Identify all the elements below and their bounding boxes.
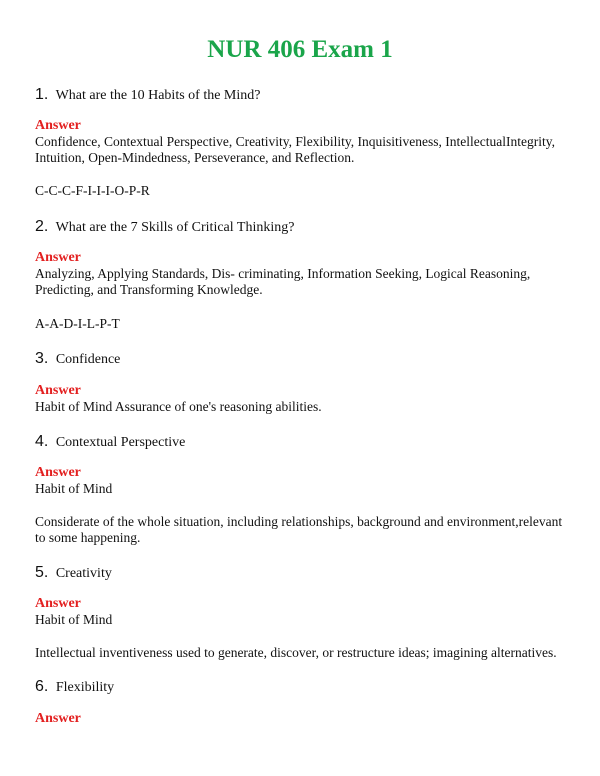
answer-text-line: Intuition, Open-Mindedness, Perseverance, and Reflection.	[35, 150, 355, 165]
answer-label: Answer	[35, 465, 81, 480]
question-5	[35, 565, 112, 582]
question-text: Contextual Perspective	[55, 435, 186, 450]
answer-text-line: Habit of Mind Assurance of one's reasoning abilities.	[35, 399, 322, 414]
question-number: 3.	[35, 350, 49, 367]
question-text: Creativity	[55, 566, 112, 581]
answer-label: Answer	[35, 596, 81, 611]
question-6	[35, 679, 114, 696]
answer-label: Answer	[35, 383, 81, 398]
question-4	[35, 434, 185, 451]
question-1	[35, 87, 260, 104]
answer-label: Answer	[35, 711, 81, 726]
answer-text-line: Predicting, and Transforming Knowledge.	[35, 282, 263, 297]
answer-text-line: Analyzing, Applying Standards, Dis- criminating, Information Seeking, Logical Reasoning,	[35, 266, 531, 281]
question-number: 4.	[35, 433, 49, 450]
question-text: Confidence	[55, 352, 121, 367]
question-number: 1.	[35, 86, 49, 103]
detail-text-line: to some happening.	[35, 530, 141, 545]
page-title: NUR 406 Exam 1	[207, 36, 393, 63]
detail-text-line: Considerate of the whole situation, including relationships, background and environment,relevant	[35, 514, 563, 529]
mnemonic-text: A-A-D-I-L-P-T	[35, 316, 120, 331]
question-3	[35, 351, 120, 368]
detail-text-line: Intellectual inventiveness used to generate, discover, or restructure ideas; imagining alternatives.	[35, 645, 557, 660]
answer-text-line: Confidence, Contextual Perspective, Creativity, Flexibility, Inquisitiveness, IntellectualIntegrity,	[35, 134, 556, 149]
question-text: Flexibility	[55, 680, 115, 695]
question-2	[35, 219, 294, 236]
answer-label: Answer	[35, 118, 81, 133]
answer-text-line: Habit of Mind	[35, 612, 113, 627]
question-text: What are the 7 Skills of Critical Thinking?	[55, 220, 295, 235]
question-text: What are the 10 Habits of the Mind?	[55, 88, 261, 103]
mnemonic-text: C-C-C-F-I-I-I-O-P-R	[35, 183, 150, 198]
answer-text-line: Habit of Mind	[35, 481, 113, 496]
question-number: 2.	[35, 218, 49, 235]
question-number: 5.	[35, 564, 49, 581]
question-number: 6.	[35, 678, 49, 695]
answer-label: Answer	[35, 250, 81, 265]
